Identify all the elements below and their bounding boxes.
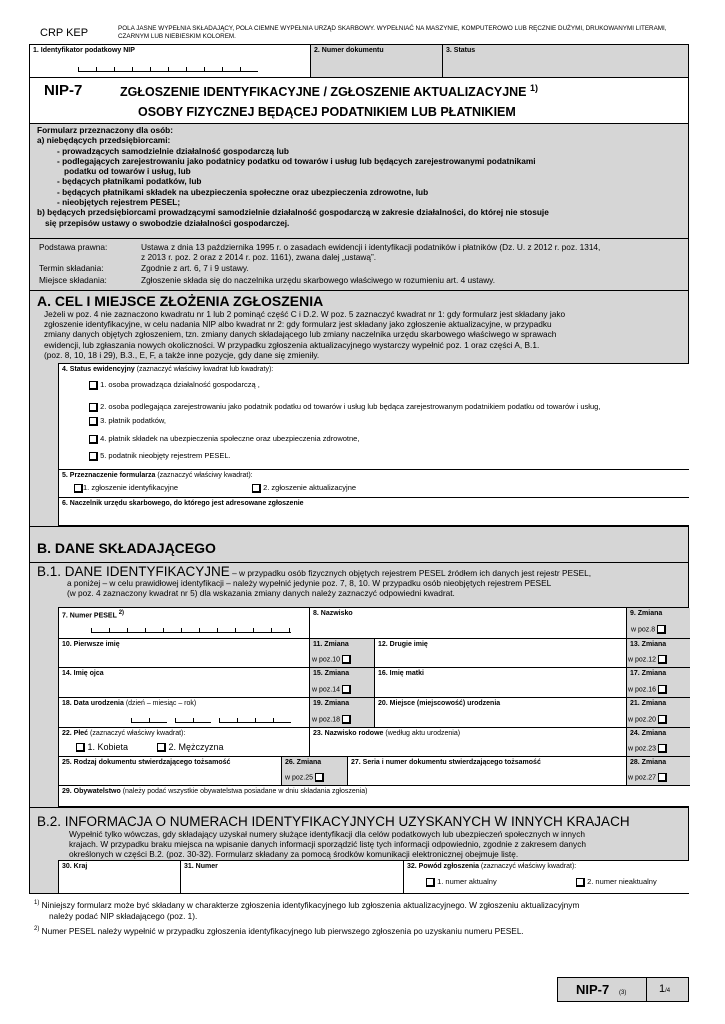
przeznaczenie-field <box>58 470 689 498</box>
powod-field <box>404 861 690 894</box>
f22-label-text: 22. Płeć <box>62 730 89 737</box>
intro-b: b) będących przedsiębiorcami prowadzącymi samodzielnie działalność gospodarczą w zakresie działalności, do której nie stosuje <box>37 207 549 218</box>
doc-number-field <box>311 45 443 77</box>
status-opt-5-label: 5. podatnik nieobjęty rejestrem PESEL. <box>100 451 231 460</box>
section-b1 <box>29 563 689 808</box>
title-line2: OSOBY FIZYCZNEJ BĘDĄCEJ PODATNIKIEM LUB PŁATNIKIEM <box>138 105 516 119</box>
status-opt-3-label: 3. płatnik podatków, <box>100 416 166 425</box>
section-b-title: B. DANE SKŁADAJĄCEGO <box>37 540 216 556</box>
powod-opt-1[interactable] <box>426 877 497 887</box>
b2-desc-a: Wypełnić tylko wówczas, gdy składający uzyskał numery służące identyfikacji dla celów podatkowych lub ubezpieczeń społecznych w innych <box>69 829 585 839</box>
status-label: 3. Status <box>446 47 476 54</box>
checkbox[interactable] <box>89 403 98 412</box>
zmiana-24[interactable] <box>627 728 690 757</box>
f21-label: 21. Zmiana <box>630 700 667 707</box>
section-a <box>29 291 689 527</box>
zmiana-19[interactable] <box>310 698 375 728</box>
f18-note: (dzień – miesiąc – rok) <box>125 700 197 707</box>
footnote-1 <box>34 898 694 911</box>
intro-a4: - będących płatnikami składek na ubezpieczenia społeczne oraz ubezpieczenia zdrowotne, lub <box>57 186 429 197</box>
status-opt-1-label: 1. osoba prowadząca działalność gospodarczą , <box>100 380 260 389</box>
checkbox[interactable] <box>89 381 98 390</box>
checkbox[interactable] <box>576 878 585 887</box>
intro-heading: Formularz przeznaczony dla osób: <box>37 125 173 135</box>
b2-desc-b: krajach. W przypadku braku miejsca na wpisanie danych informacji sporządzić listę tych informacji odpowiednio, zgodnie z zakresem danych <box>69 839 586 849</box>
plec-kobieta[interactable] <box>76 742 128 752</box>
checkbox[interactable] <box>89 417 98 426</box>
data-urodzenia-field[interactable] <box>59 698 310 728</box>
checkbox[interactable] <box>658 715 667 724</box>
f29-note: (należy podać wszystkie obywatelstwa posiadane w dniu składania zgłoszenia) <box>122 788 368 795</box>
checkbox[interactable] <box>342 655 351 664</box>
nip-label: 1. Identyfikator podatkowy NIP <box>33 47 135 54</box>
f28-label: 28. Zmiana <box>630 759 667 766</box>
obywatelstwo-field[interactable] <box>59 786 690 807</box>
footer-code <box>558 978 647 1001</box>
status-opt-4[interactable] <box>89 434 359 444</box>
basis-text2: z 2013 r. poz. 2 oraz z 2014 r. poz. 1161), zwana dalej „ustawą”. <box>141 252 377 262</box>
status-ewidencyjny-field <box>58 363 689 470</box>
zmiana-15[interactable] <box>310 668 375 698</box>
b1-desc-a: – w przypadku osób fizycznych objętych rejestrem PESEL źródłem ich danych jest rejestr PESEL, <box>229 568 592 578</box>
f24-sub <box>628 744 667 753</box>
legal-block <box>29 239 689 291</box>
section-b-header <box>29 527 689 563</box>
f7-label <box>59 608 309 621</box>
title-line1 <box>120 83 538 99</box>
f19-sub-text: w poz.18 <box>312 716 341 724</box>
checkbox[interactable] <box>89 435 98 444</box>
day-ticks <box>131 718 167 723</box>
f6-label: 6. Naczelnik urzędu skarbowego, do którego jest adresowane zgłoszenie <box>62 500 304 507</box>
f23-label-text: 23. Nazwisko rodowe <box>313 730 384 737</box>
f31-label: 31. Numer <box>184 863 218 870</box>
f13-label: 13. Zmiana <box>630 641 667 648</box>
f30-label: 30. Kraj <box>62 863 88 870</box>
rodzaj-dokumentu-field[interactable] <box>59 757 282 786</box>
f24-label: 24. Zmiana <box>630 730 667 737</box>
f13-sub <box>628 655 667 664</box>
f5-opt-1[interactable] <box>74 483 178 493</box>
section-a-p3: zmiany danych objętych zgłoszeniem, tzn. zmiany danych składającego lub zmiany naczelnika urzędu skarbowego właściwego w sprawach <box>44 329 557 340</box>
plec-mezczyzna[interactable] <box>157 742 224 752</box>
title-line1-text: ZGŁOSZENIE IDENTYFIKACYJNE / ZGŁOSZENIE AKTUALIZACYJNE <box>120 85 527 100</box>
checkbox[interactable] <box>426 878 435 887</box>
f29-label-text: 29. Obywatelstwo <box>62 788 121 795</box>
status-field <box>443 45 543 77</box>
f16-label: 16. Imię matki <box>378 670 424 677</box>
checkbox[interactable] <box>89 452 98 461</box>
f11-sub-text: w poz.10 <box>312 656 341 664</box>
section-a-desc <box>44 309 689 360</box>
plec-field <box>59 728 310 757</box>
drugie-imie-field[interactable] <box>375 639 627 668</box>
nip-ticks <box>78 67 258 72</box>
year-ticks <box>219 718 291 723</box>
f28-sub <box>628 773 667 782</box>
f17-sub <box>628 685 667 694</box>
f10-label: 10. Pierwsze imię <box>62 641 120 648</box>
b1-desc <box>37 564 687 598</box>
plec-mezczyzna-label: 2. Mężczyzna <box>168 742 224 752</box>
f26-label: 26. Zmiana <box>285 759 322 766</box>
b2-desc-c: określonych w części B.2. (poz. 30-32). Formularz składany za pomocą środków komunikacji elektronicznej obejmuje listę. <box>69 849 519 859</box>
checkbox[interactable] <box>658 655 667 664</box>
f15-label: 15. Zmiana <box>313 670 350 677</box>
title-block <box>29 78 689 124</box>
f32-label-text: 32. Powód zgłoszenia <box>407 863 479 870</box>
intro-a3: - będących płatnikami podatków, lub <box>57 176 202 187</box>
plec-kobieta-label: 1. Kobieta <box>87 742 129 752</box>
intro-a: a) niebędących przedsiębiorcami: <box>37 135 171 146</box>
intro-a5: - nieobjętych rejestrem PESEL; <box>57 197 181 208</box>
powod-opt-1-label: 1. numer aktualny <box>437 877 497 886</box>
f5-note: (zaznaczyć właściwy kwadrat): <box>157 472 253 479</box>
status-opt-1[interactable] <box>89 380 260 390</box>
page-number <box>659 983 670 995</box>
f21-sub <box>628 715 667 724</box>
powod-opt-2[interactable] <box>576 877 657 887</box>
form-code: NIP-7 <box>44 82 83 99</box>
miejsce-urodzenia-field[interactable] <box>375 698 627 728</box>
f11-sub <box>312 655 351 664</box>
zmiana-17[interactable] <box>627 668 690 698</box>
checkbox[interactable] <box>157 743 166 752</box>
f4-label-text: 4. Status ewidencyjny <box>62 366 135 373</box>
f13-sub-text: w poz.12 <box>628 656 657 664</box>
f18-label-text: 18. Data urodzenia <box>62 700 124 707</box>
section-a-p1: Jeżeli w poz. 4 nie zaznaczono kwadratu nr 1 lub 2 pominąć część C i D.2. W poz. 5 zaznaczyć kwadrat nr 1: gdy formularz jest składany jako <box>44 309 566 319</box>
checkbox[interactable] <box>342 715 351 724</box>
kraj-field[interactable] <box>59 861 181 894</box>
nazwisko-field[interactable] <box>310 608 627 639</box>
zmiana-28[interactable] <box>627 757 690 786</box>
f7-label-text: 7. Numer PESEL <box>62 612 117 620</box>
f12-label: 12. Drugie imię <box>378 641 428 648</box>
zmiana-26[interactable] <box>282 757 348 786</box>
instructions: POLA JASNE WYPEŁNIA SKŁADAJĄCY, POLA CIEMNE WYPEŁNIA URZĄD SKARBOWY. WYPEŁNIAĆ NA MASZYNIE, KOMPUTEROWO LUB RĘCZNIE DUŻYMI, DRUKOWANYMI LITERAMI, CZARNYM LUB NIEBIESKIM KOLOREM. <box>118 25 667 40</box>
f26-sub-text: w poz.25 <box>285 774 314 782</box>
f19-label: 19. Zmiana <box>313 700 350 707</box>
intro-a2: - podlegających zarejestrowaniu jako podatnicy podatku od towarów i usług lub będących zarejestrowanymi podatnikami <box>57 155 536 166</box>
f5-opt-2[interactable] <box>252 483 356 493</box>
zmiana-13[interactable] <box>627 639 690 668</box>
f24-sub-text: w poz.23 <box>628 745 657 753</box>
f9-sub <box>631 625 666 634</box>
crp-label: CRP KEP <box>40 27 89 39</box>
footnote-1-text: Niniejszy formularz może być składany w charakterze zgłoszenia identyfikacyjnego lub zgłoszenia aktualizacyjnego. W zgłoszeniu aktualizacyjnym <box>41 899 580 910</box>
seria-numer-field[interactable] <box>348 757 627 786</box>
f4-note: (zaznaczyć właściwy kwadrat lub kwadraty): <box>136 366 274 373</box>
checkbox[interactable] <box>252 484 261 493</box>
f9-label: 9. Zmiana <box>630 610 663 617</box>
term-text: Zgodnie z art. 6, 7 i 9 ustawy. <box>141 263 249 273</box>
f11-label: 11. Zmiana <box>313 641 349 648</box>
checkbox[interactable] <box>658 685 667 694</box>
zmiana-21[interactable] <box>627 698 690 728</box>
f17-sub-text: w poz.16 <box>628 686 657 694</box>
b2-fields <box>58 860 689 893</box>
f23-note: (według aktu urodzenia) <box>385 730 461 737</box>
f28-sub-text: w poz.27 <box>628 774 657 782</box>
intro-a1: - prowadzących samodzielnie działalność gospodarczą lub <box>57 145 289 156</box>
section-a-p5: (poz. 8, 10, 18 i 29), B.3., E, F, a także inne pozycje, gdy dane się zmieniły. <box>44 349 320 360</box>
checkbox[interactable] <box>658 773 667 782</box>
status-opt-3[interactable] <box>89 416 166 426</box>
f19-sub <box>312 715 351 724</box>
f20-label: 20. Miejsce (miejscowość) urodzenia <box>378 700 501 707</box>
f5-label <box>59 470 689 481</box>
section-a-p2: zgłoszenie identyfikacyjne, w celu nadania NIP albo kwadrat nr 2: gdy formularz jest składany jako zgłoszenie aktualizacyjne, w przypadku <box>44 319 552 330</box>
b1-desc-b: a poniżej – w celu prawidłowej identyfikacji – należy wypełnić jedynie poz. 7, 8, 10. W przypadku osób nieobjętych rejestrem PESEL <box>67 578 552 588</box>
f26-sub <box>285 773 324 782</box>
checkbox[interactable] <box>657 625 666 634</box>
footer-code-text: NIP-7 <box>576 982 610 997</box>
f27-label: 27. Seria i numer dokumentu stwierdzającego tożsamość <box>351 759 541 766</box>
zmiana-11[interactable] <box>310 639 375 668</box>
f15-sub-text: w poz.14 <box>312 686 341 694</box>
f5-opt-1-label: 1. zgłoszenie identyfikacyjne <box>83 483 179 492</box>
footnote-2-text: Numer PESEL należy wypełnić w przypadku zgłoszenia identyfikacyjnego lub pierwszego zgłoszenia po uzyskaniu numeru PESEL. <box>41 925 524 936</box>
status-opt-2[interactable] <box>89 402 600 412</box>
footnote-1b: należy podać NIP składającego (poz. 1). <box>49 910 198 921</box>
pesel-field[interactable] <box>59 608 310 639</box>
pierwsze-imie-field[interactable] <box>59 639 310 668</box>
footer-version: (3) <box>619 990 627 996</box>
section-b2 <box>29 808 689 894</box>
f18-label <box>59 698 309 709</box>
page-total: /4 <box>665 988 671 994</box>
b1-grid <box>58 607 689 807</box>
b1-desc-c: (w poz. 4 zaznaczony kwadrat nr 5) dla wskazania zmiany danych należy zaznaczyć odpowiedni kwadrat. <box>67 588 455 598</box>
basis-label: Podstawa prawna: <box>39 242 108 252</box>
zmiana-9[interactable] <box>627 608 690 639</box>
f14-label: 14. Imię ojca <box>62 670 104 677</box>
pesel-ticks <box>91 628 291 633</box>
place-label: Miejsce składania: <box>39 275 107 285</box>
b1-title: B.1. DANE IDENTYFIKACYJNE <box>37 564 230 579</box>
f9-sub-text: w poz.8 <box>631 626 656 634</box>
powod-opt-2-label: 2. numer nieaktualny <box>587 877 657 886</box>
doc-number-label: 2. Numer dokumentu <box>314 47 384 54</box>
nip-field[interactable] <box>30 45 311 77</box>
f32-note: (zaznaczyć właściwy kwadrat): <box>480 863 577 870</box>
footnotes <box>34 898 694 937</box>
b2-title: B.2. INFORMACJA O NUMERACH IDENTYFIKACYJNYCH UZYSKANYCH W INNYCH KRAJACH <box>37 814 630 829</box>
f7-sup: 2) <box>118 610 125 616</box>
footnote-2-sup: 2) <box>34 925 40 932</box>
status-opt-4-label: 4. płatnik składek na ubezpieczenia społeczne oraz ubezpieczenia zdrowotne, <box>100 434 360 443</box>
page-current: 1 <box>659 983 666 995</box>
checkbox[interactable] <box>658 744 667 753</box>
footnote-1-sup: 1) <box>34 900 40 906</box>
basis-text: Ustawa z dnia 13 października 1995 r. o zasadach ewidencji i identyfikacji podatników i płatników (Dz. U. z 2012 r. poz. 1314, <box>141 242 601 252</box>
imie-matki-field[interactable] <box>375 668 627 698</box>
f21-sub-text: w poz.20 <box>628 716 657 724</box>
section-a-p4: ewidencji, lub zgłaszania nowych okoliczności. W przypadku zgłoszenia aktualizacyjnego wystarczy wypełnić poz. 1 oraz części A, B.1. <box>44 339 540 350</box>
f4-label <box>59 364 689 375</box>
top-fields <box>29 44 689 78</box>
status-opt-5[interactable] <box>89 451 231 461</box>
intro-a2b: podatku od towarów i usług, lub <box>64 166 191 177</box>
f29-label <box>59 786 690 797</box>
footnote-2 <box>34 924 694 937</box>
checkbox[interactable] <box>76 743 85 752</box>
footer-box <box>557 977 689 1002</box>
f5-label-text: 5. Przeznaczenie formularza <box>62 472 156 479</box>
term-label: Termin składania: <box>39 263 104 273</box>
f5-opt-2-label: 2. zgłoszenie aktualizacyjne <box>263 483 357 492</box>
f22-note: (zaznaczyć właściwy kwadrat): <box>90 730 186 737</box>
naczelnik-field[interactable] <box>58 498 689 526</box>
b2-desc <box>69 829 689 859</box>
section-a-title: A. CEL I MIEJSCE ZŁOŻENIA ZGŁOSZENIA <box>37 293 324 309</box>
title-sup: 1) <box>530 83 539 93</box>
place-text: Zgłoszenie składa się do naczelnika urzędu skarbowego właściwego w rozumieniu art. 4 ustawy. <box>141 275 496 285</box>
numer-field[interactable] <box>181 861 404 894</box>
checkbox[interactable] <box>315 773 324 782</box>
nazwisko-rodowe-field[interactable] <box>310 728 627 757</box>
f32-label <box>404 861 690 872</box>
f22-label <box>59 728 309 739</box>
checkbox[interactable] <box>74 484 83 493</box>
checkbox[interactable] <box>342 685 351 694</box>
f17-label: 17. Zmiana <box>630 670 667 677</box>
intro-block <box>29 124 689 239</box>
f23-label <box>310 728 626 739</box>
f15-sub <box>312 685 351 694</box>
f25-label: 25. Rodzaj dokumentu stwierdzającego tożsamość <box>62 759 231 766</box>
status-opt-2-label: 2. osoba podlegająca zarejestrowaniu jako podatnik podatku od towarów i usług lub będąca zarejestrowanym podatnikiem podatku od towarów i usług, <box>100 402 601 411</box>
intro-b2: się przepisów ustawy o swobodzie działalności gospodarczej. <box>45 217 290 228</box>
month-ticks <box>175 718 211 723</box>
f8-label: 8. Nazwisko <box>313 610 353 617</box>
imie-ojca-field[interactable] <box>59 668 310 698</box>
